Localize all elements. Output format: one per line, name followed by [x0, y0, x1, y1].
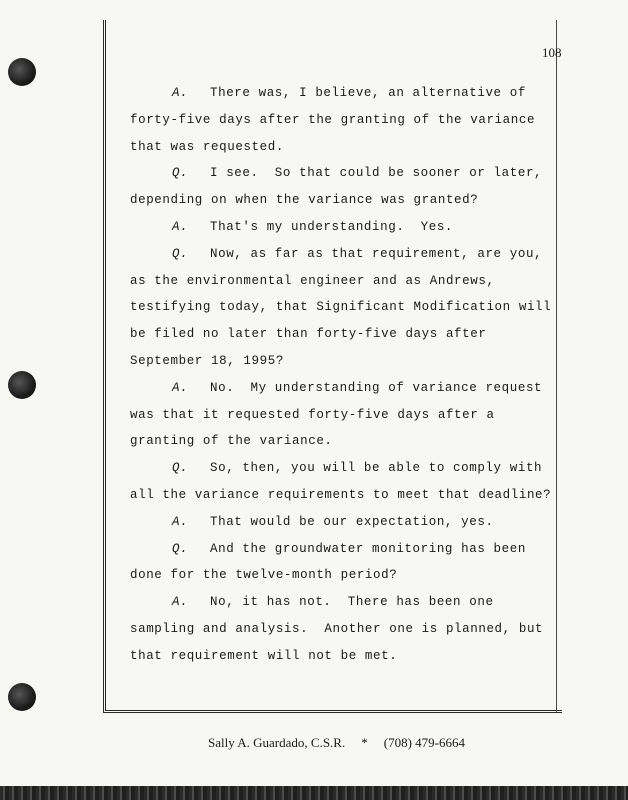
binder-hole-bottom: [8, 683, 36, 711]
line-text: that was requested.: [130, 139, 284, 154]
transcript-line: [130, 649, 397, 663]
speaker-label: Q.: [172, 461, 189, 476]
transcript-line: [172, 220, 453, 234]
line-text: was that it requested forty-five days after a: [130, 407, 495, 422]
line-text: No, it has not. There has been one: [210, 595, 494, 610]
transcript-line: [130, 327, 486, 341]
line-text: I see. So that could be sooner or later,: [210, 166, 543, 181]
line-text: done for the twelve-month period?: [130, 568, 398, 583]
reporter-phone: (708) 479-6664: [383, 735, 465, 750]
transcript-line: [130, 113, 535, 127]
transcript-line: [130, 488, 551, 502]
line-text: No. My understanding of variance request: [210, 380, 543, 395]
line-text: September 18, 1995?: [130, 354, 284, 368]
binder-hole-top: [8, 58, 36, 86]
speaker-label: Q.: [172, 166, 189, 181]
speaker-label: Q.: [172, 541, 189, 556]
speaker-label: A.: [172, 86, 189, 100]
transcript-line: [130, 140, 284, 154]
footer: [208, 735, 465, 751]
line-text: And the groundwater monitoring has been: [210, 541, 526, 556]
line-text: all the variance requirements to meet that deadline?: [130, 488, 552, 502]
transcript-line: [130, 193, 478, 207]
line-text: Now, as far as that requirement, are you,: [210, 246, 543, 261]
line-text: That would be our expectation, yes.: [210, 514, 494, 529]
footer-separator: *: [361, 735, 368, 750]
transcript-line: [130, 568, 397, 582]
line-text: granting of the variance.: [130, 434, 333, 449]
line-text: So, then, you will be able to comply with: [210, 461, 543, 476]
transcript-line: [130, 622, 543, 636]
speaker-label: A.: [172, 220, 189, 234]
transcript-line: [172, 461, 542, 475]
transcript-line: [172, 247, 542, 261]
transcript-line: [130, 408, 495, 422]
transcript-line: [172, 166, 542, 180]
line-text: testifying today, that Significant Modification will: [130, 300, 552, 315]
line-text: sampling and analysis. Another one is planned, but: [130, 622, 544, 636]
speaker-label: Q.: [172, 246, 189, 261]
line-text: depending on when the variance was granted?: [130, 193, 479, 208]
line-text: be filed no later than forty-five days after: [130, 327, 487, 342]
scan-edge-strip: [0, 786, 628, 800]
transcript-line: [172, 515, 494, 529]
page-frame-right-rule: [556, 20, 557, 712]
reporter-name: Sally A. Guardado, C.S.R.: [208, 735, 346, 750]
line-text: There was, I believe, an alternative of: [210, 86, 526, 100]
line-text: that requirement will not be met.: [130, 648, 398, 663]
binder-hole-middle: [8, 371, 36, 399]
transcript-line: [172, 595, 494, 609]
speaker-label: A.: [172, 595, 189, 610]
transcript-line: [172, 381, 542, 395]
line-text: That's my understanding. Yes.: [210, 220, 454, 234]
transcript-line: [130, 354, 284, 368]
line-text: forty-five days after the granting of the variance: [130, 112, 536, 127]
line-text: as the environmental engineer and as Andrews,: [130, 273, 495, 288]
page-number: 108: [542, 45, 562, 60]
transcript-line: [130, 274, 495, 288]
transcript-line: [172, 542, 526, 556]
transcript-line: [172, 86, 526, 100]
speaker-label: A.: [172, 380, 189, 395]
speaker-label: A.: [172, 514, 189, 529]
transcript-line: [130, 300, 551, 314]
transcript-line: [130, 434, 333, 448]
